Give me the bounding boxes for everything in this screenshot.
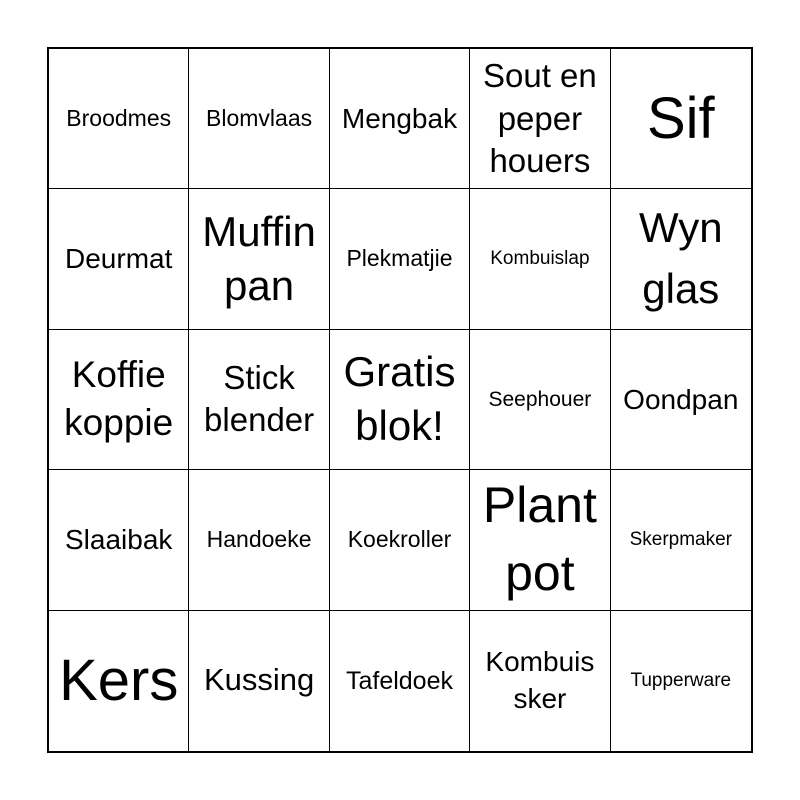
cell-label: Handoeke — [206, 526, 312, 553]
bingo-board — [47, 47, 753, 753]
cell-label: Plant pot — [482, 477, 597, 601]
bingo-cell[interactable] — [49, 470, 189, 610]
cell-label: Deurmat — [65, 243, 173, 275]
cell-label: Broodmes — [66, 104, 172, 131]
bingo-cell[interactable] — [611, 470, 751, 610]
bingo-cell[interactable] — [611, 49, 751, 189]
cell-label: Kussing — [203, 662, 315, 698]
bingo-cell[interactable] — [470, 189, 610, 329]
cell-label: Stick blender — [204, 358, 315, 439]
cell-label: Skerpmaker — [629, 529, 732, 551]
bingo-cell[interactable] — [330, 611, 470, 751]
bingo-cell[interactable] — [330, 330, 470, 470]
cell-label: Gratis blok! — [343, 347, 456, 450]
bingo-cell[interactable] — [611, 611, 751, 751]
cell-label: Tafeldoek — [345, 666, 453, 695]
bingo-cell[interactable] — [189, 611, 329, 751]
bingo-cell[interactable] — [470, 470, 610, 610]
cell-label: Slaaibak — [64, 524, 173, 556]
cell-label: Wyn glas — [638, 204, 723, 313]
bingo-cell[interactable] — [49, 330, 189, 470]
cell-label: Koekroller — [347, 526, 452, 553]
cell-label: Muffin pan — [202, 207, 316, 310]
bingo-cell[interactable] — [49, 49, 189, 189]
bingo-cell[interactable] — [49, 189, 189, 329]
cell-label: Plekmatjie — [346, 245, 453, 272]
bingo-cell[interactable] — [470, 611, 610, 751]
cell-label: Blomvlaas — [206, 104, 313, 131]
cell-label: Seephouer — [488, 387, 592, 411]
bingo-cell[interactable] — [470, 49, 610, 189]
cell-label: Sif — [646, 85, 715, 151]
cell-label: Sout en peper houers — [483, 57, 597, 179]
bingo-cell[interactable] — [189, 470, 329, 610]
bingo-cell[interactable] — [611, 330, 751, 470]
cell-label: Oondpan — [623, 383, 739, 415]
bingo-cell[interactable] — [330, 470, 470, 610]
cell-label: Kombuislap — [490, 248, 590, 270]
cell-label: Mengbak — [341, 103, 458, 135]
bingo-cell[interactable] — [611, 189, 751, 329]
bingo-cell[interactable] — [470, 330, 610, 470]
cell-label: Tupperware — [630, 670, 732, 692]
bingo-cell[interactable] — [189, 330, 329, 470]
cell-label: Kers — [59, 647, 179, 713]
bingo-cell[interactable] — [189, 49, 329, 189]
bingo-cell[interactable] — [330, 189, 470, 329]
cell-label: Kombuis sker — [485, 646, 595, 714]
bingo-cell[interactable] — [330, 49, 470, 189]
bingo-cell[interactable] — [49, 611, 189, 751]
cell-label: Koffie koppie — [64, 354, 174, 444]
bingo-cell[interactable] — [189, 189, 329, 329]
